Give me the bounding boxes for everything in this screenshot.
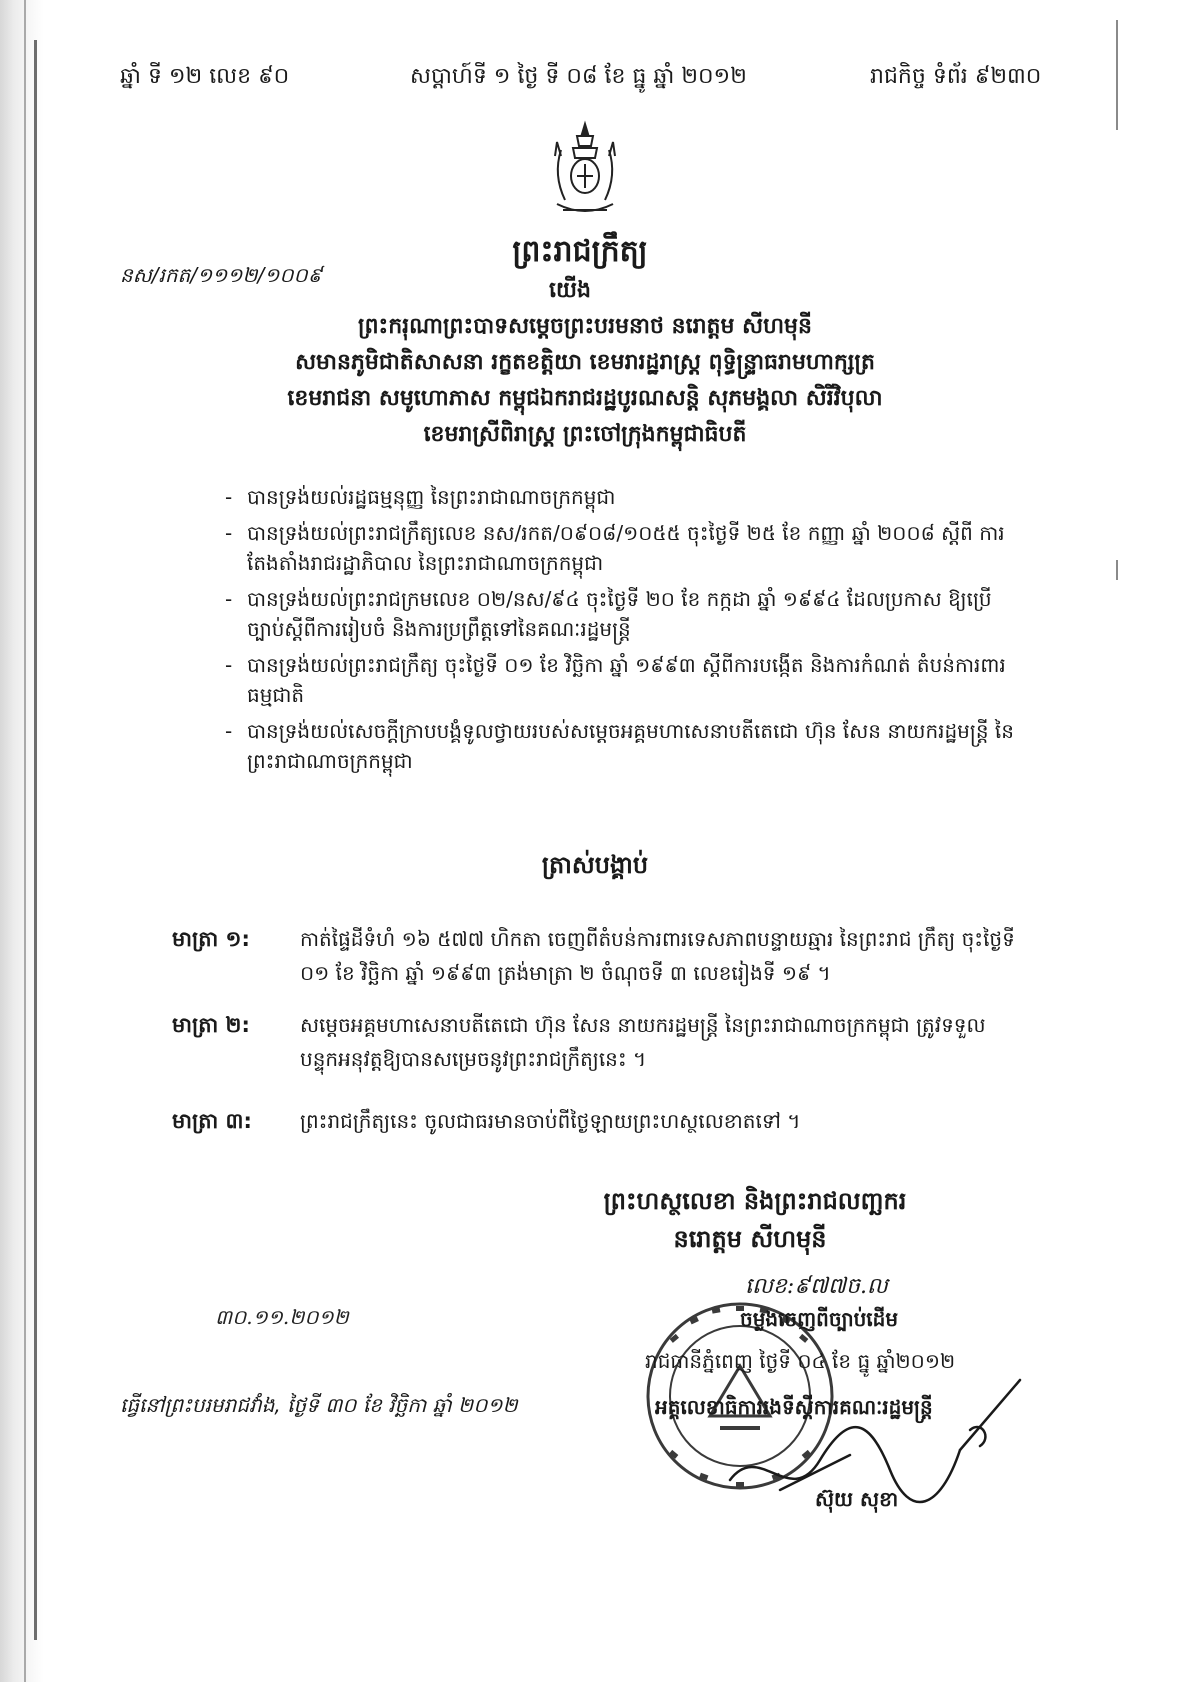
preamble-item: - បានទ្រង់យល់ព្រះរាជក្រឹត្យ ចុះថ្ងៃទី ០១ ខែ វិច្ឆិកា ឆ្នាំ ១៩៩៣ ស្ដីពីការបង្កើត និងការកំណត់ តំបន់ការពារធម្មជាតិ (225, 650, 1025, 710)
article-text: ព្រះរាជក្រឹត្យនេះ ចូលជាធរមានចាប់ពីថ្ងៃឡាយព្រះហស្ថលេខាតទៅ ។ (300, 1109, 801, 1133)
preamble-item: - បានទ្រង់យល់សេចក្ដីក្រាបបង្គំទូលថ្វាយរបស់សម្ដេចអគ្គមហាសេនាបតីតេជោ ហ៊ុន សែន នាយករដ្ឋមន្ត្រី នៃព្រះរាជាណាចក្រកម្ពុជា (225, 716, 1025, 776)
scan-border-line (34, 40, 37, 1640)
preamble-item: - បានទ្រង់យល់ព្រះរាជក្រឹត្យលេខ នស/រកត/០៩០៨/១០៥៥ ចុះថ្ងៃទី ២៥ ខែ កញ្ញា ឆ្នាំ ២០០៨ ស្ដីពី ការតែងតាំងរាជរដ្ឋាភិបាល នៃព្រះរាជាណាចក្រកម្ពុជា (225, 518, 1025, 578)
copy-certified-label: ចម្លងចេញពីច្បាប់ដើម (740, 1307, 899, 1331)
scan-edge (0, 0, 44, 1682)
royal-coat-of-arms-icon (535, 120, 635, 220)
copy-date: រាជធានីភ្នំពេញ ថ្ងៃទី ០៤ ខែ ធ្នូ ឆ្នាំ២០១២ (645, 1349, 956, 1373)
king-title-line: សមានភូមិជាតិសាសនា រក្ខតខត្តិយា ខេមរារដ្ឋរាស្ត្រ ពុទ្ធិន្ទ្រាធរាមហាក្សត្រ (295, 350, 875, 375)
king-title-line: ខេមរាស្រីពិរាស្ត្រ ព្រះចៅក្រុងកម្ពុជាធិបតី (423, 422, 747, 447)
preamble-item: - បានទ្រង់យល់រដ្ឋធម្មនុញ្ញ នៃព្រះរាជាណាចក្រកម្ពុជា (225, 482, 1025, 512)
gazette-page: រាជកិច្ច ទំព័រ ៩២៣០ (870, 64, 1042, 89)
scan-mark (1116, 20, 1118, 130)
scan-mark (1116, 560, 1118, 580)
article-label: មាត្រា ៣: (172, 1109, 252, 1133)
article-label: មាត្រា ២: (172, 1013, 250, 1037)
reference-number: នស/រកត/១១១២/១០០៩ (120, 263, 322, 287)
handwritten-date: ៣០.១១.២០១២ (215, 1305, 349, 1329)
gazette-date: សប្ដាហ៍ទី ១ ថ្ងៃ ទី ០៨ ខែ ធ្នូ ឆ្នាំ ២០១២ (410, 64, 747, 89)
signature-name: នរោត្ដម សីហមុនី (673, 1225, 827, 1253)
king-title-line: ខេមរាជនា សមូហោភាស កម្ពុជឯករាជរដ្ឋបូរណសន្តិ សុភមង្គលា សិរីវិបុលា (287, 386, 883, 411)
signer-name: ស៊ុយ សុខា (815, 1487, 899, 1511)
document-title: ព្រះរាជក្រឹត្យ (512, 234, 648, 269)
article-text: សម្ដេចអគ្គមហាសេនាបតីតេជោ ហ៊ុន សែន នាយករដ្ឋមន្ត្រី នៃព្រះរាជាណាចក្រកម្ពុជា ត្រូវទទួលបន្ទុកអនុវត្តឱ្យបានសម្រេចនូវព្រះរាជក្រឹត្យនេះ ។ (300, 1013, 986, 1071)
king-title-line: ព្រះករុណាព្រះបាទសម្ដេចព្រះបរមនាថ នរោត្ដម សីហមុនី (358, 314, 812, 339)
decree-heading: ត្រាស់បង្គាប់ (541, 851, 649, 879)
registration-number: លេខ:៩៧៧ច.ល (745, 1274, 888, 1299)
place-and-date: ធ្វើនៅព្រះបរមរាជវាំង, ថ្ងៃទី ៣០ ខែ វិច្ឆិកា ឆ្នាំ ២០១២ (120, 1393, 518, 1417)
gazette-issue: ឆ្នាំ ទី ១២ លេខ ៩០ (120, 64, 290, 89)
preamble-item: - បានទ្រង់យល់ព្រះរាជក្រមលេខ ០២/នស/៩៤ ចុះថ្ងៃទី ២០ ខែ កក្កដា ឆ្នាំ ១៩៩៤ ដែលប្រកាស ឱ្យប្រើច្បាប់ស្ដីពីការរៀបចំ និងការប្រព្រឹត្តទៅនៃគណៈរដ្ឋមន្ត្រី (225, 584, 1025, 644)
article-label: មាត្រា ១: (172, 927, 250, 951)
signature-title: ព្រះហស្ថលេខា និងព្រះរាជលញ្ឆករ (603, 1187, 907, 1215)
handwritten-signature-icon (720, 1360, 1040, 1520)
scan-border-line (24, 0, 26, 1682)
royal-we: យើង (549, 278, 591, 303)
preamble-list (225, 482, 1025, 782)
office-signatory: អគ្គលេខាធិការរងទីស្ដីការគណៈរដ្ឋមន្ត្រី (655, 1395, 933, 1419)
article-text: កាត់ផ្ទៃដីទំហំ ១៦ ៥៧៧ ហិកតា ចេញពីតំបន់ការពារទេសភាពបន្ទាយឆ្មារ នៃព្រះរាជ ក្រឹត្យ ចុះថ្ងៃទី ០១ ខែ វិច្ឆិកា ឆ្នាំ ១៩៩៣ ត្រង់មាត្រា ២ ចំណុចទី ៣ លេខរៀងទី ១៩ ។ (300, 927, 1015, 985)
